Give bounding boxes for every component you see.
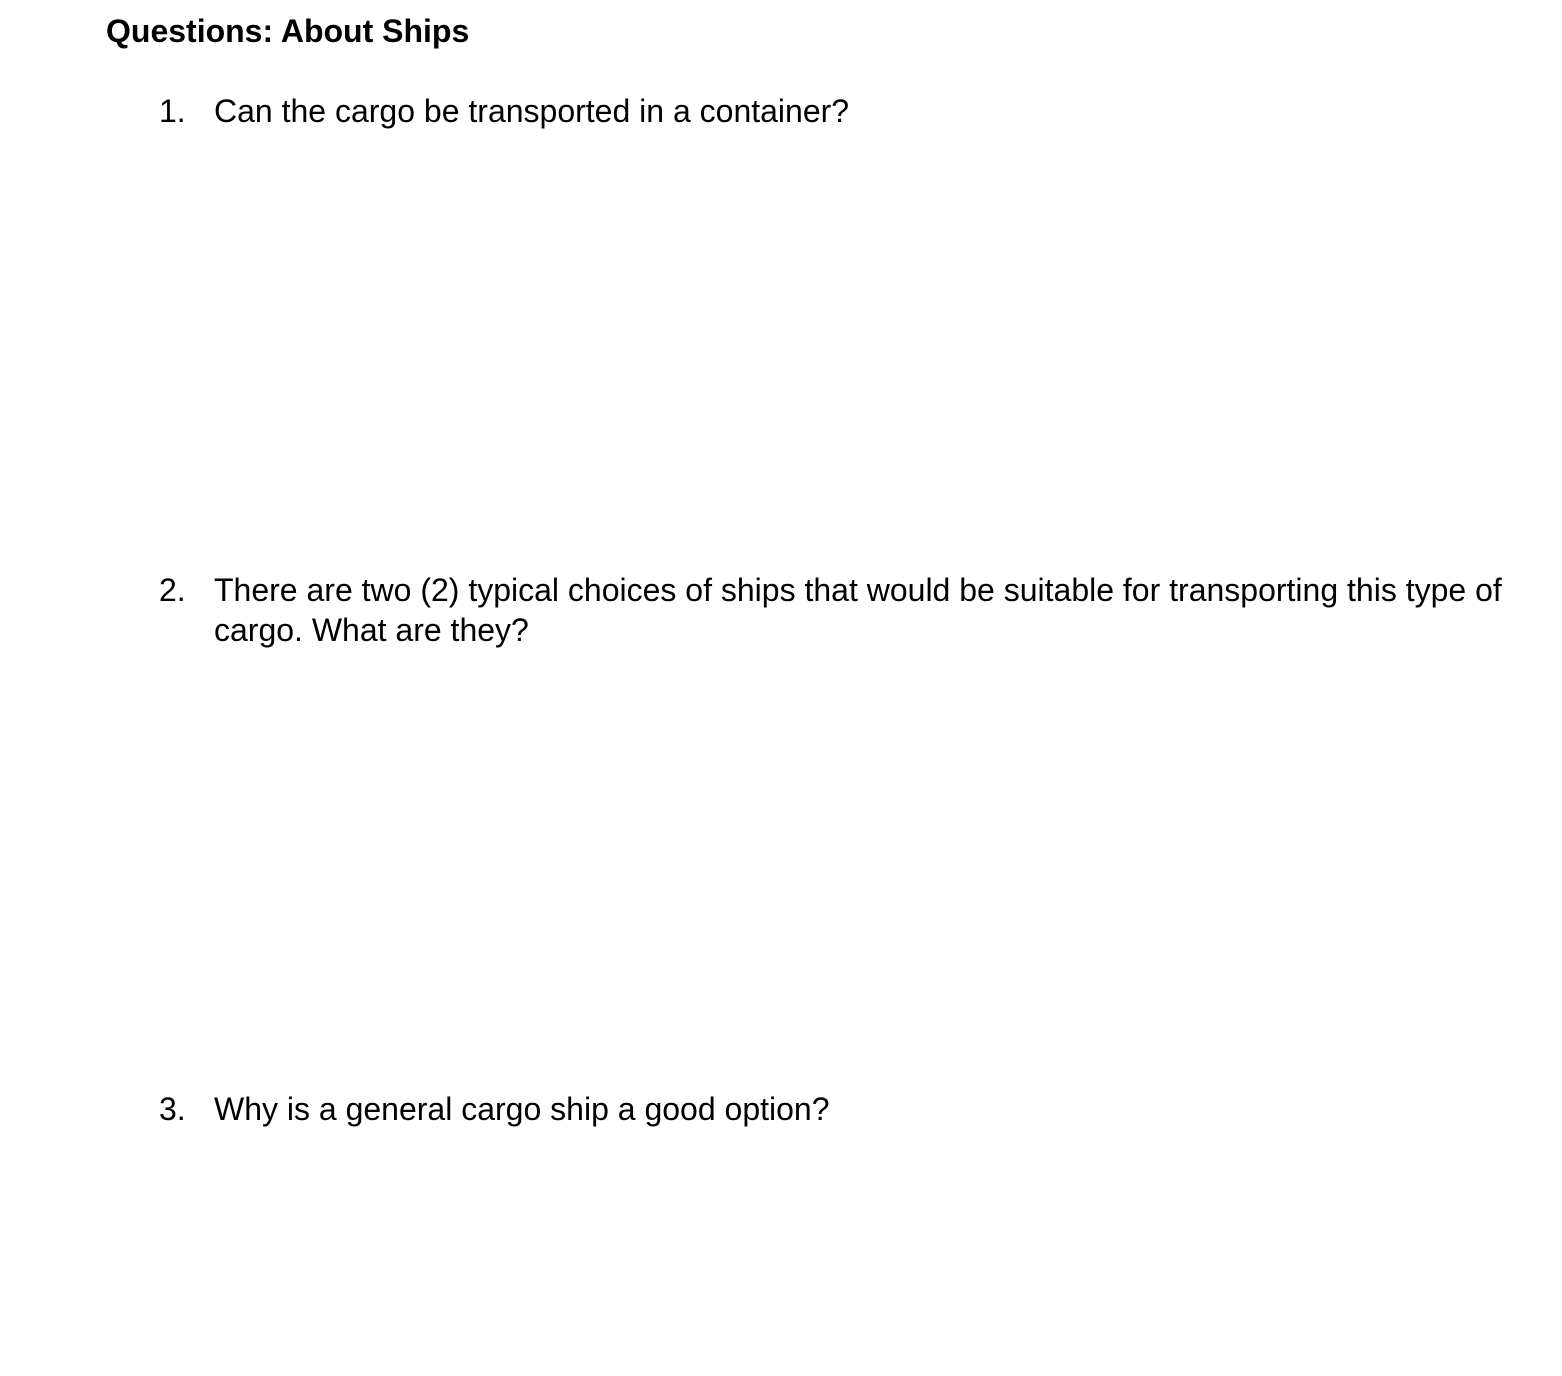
question-item-1 [159, 91, 1519, 131]
question-number: 1. [159, 93, 186, 129]
question-text: There are two (2) typical choices of ships that would be suitable for transporting this type of cargo. What are they? [214, 572, 1502, 648]
question-item-3 [159, 1089, 1519, 1129]
question-item-2 [159, 570, 1519, 650]
question-text: Why is a general cargo ship a good option? [214, 1091, 830, 1127]
question-text: Can the cargo be transported in a container? [214, 93, 850, 129]
question-number: 2. [159, 572, 186, 608]
page-title: Questions: About Ships [106, 13, 470, 49]
question-number: 3. [159, 1091, 186, 1127]
